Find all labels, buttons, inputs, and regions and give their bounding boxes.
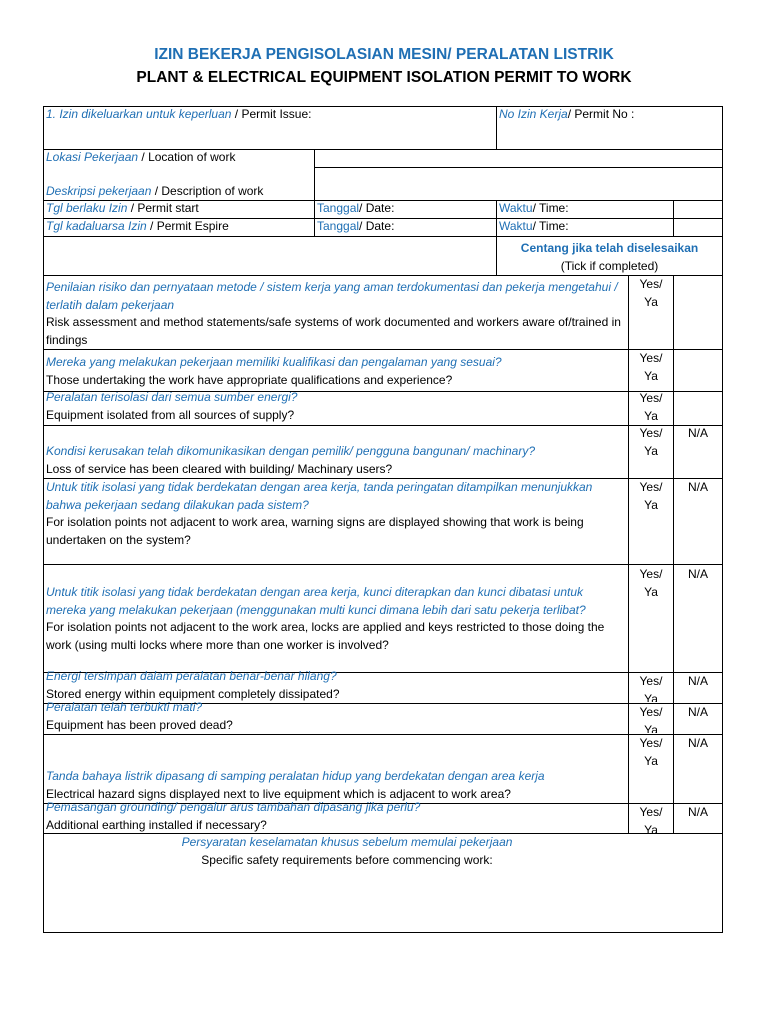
specific-requirements-indonesian: Persyaratan keselamatan khusus sebelum memulai pekerjaan: [181, 835, 513, 849]
yes-checkbox[interactable]: Yes/ Ya: [639, 705, 663, 733]
yes-checkbox[interactable]: Yes/ Ya: [639, 391, 663, 423]
na-checkbox[interactable]: N/A: [687, 480, 708, 494]
checklist-item-hazard-signs: Tanda bahaya listrik dipasang di samping peralatan hidup yang berdekatan dengan area kerja Electrical hazard signs displayed next to live equipment which is adjacent to work area?: [46, 769, 545, 801]
start-date-label: Tanggal/ Date:: [317, 201, 395, 215]
checklist-item-warning-signs: Untuk titik isolasi yang tidak berdekatan dengan area kerja, tanda peringatan ditampilkan menunjukkan bahwa pekerjaan sedang dilakukan pada sistem? For isolation points not adjacent to work area, warning signs are displayed showing that work is being undertaken on the system?: [46, 480, 593, 547]
checklist-item-qualifications: Mereka yang melakukan pekerjaan memiliki kualifikasi dan pengalaman yang sesuai? Those undertaking the work have appropriate qualifications and experience?: [46, 355, 502, 387]
location-label: Lokasi Pekerjaan / Location of work: [46, 150, 236, 164]
permit-start-label: Tgl berlaku Izin / Permit start: [46, 201, 199, 215]
yes-checkbox[interactable]: Yes/ Ya: [639, 567, 663, 599]
description-label: Deskripsi pekerjaan / Description of work: [46, 184, 264, 198]
yes-checkbox[interactable]: Yes/ Ya: [639, 277, 663, 309]
grid-line: [314, 149, 315, 236]
checklist-item-earthing: Pemasangan grounding/ pengalur arus tambahan dipasang jika perlu? Additional earthing installed if necessary?: [46, 800, 421, 832]
grid-line: [43, 106, 44, 275]
checklist-item-risk-assessment: Penilaian risiko dan pernyataan metode / sistem kerja yang aman terdokumentasi dan pekerja mengetahui / terlatih dalam pekerjaan Risk assessment and method statements/safe systems of work documented and workers aware of/trained in findings: [46, 280, 621, 347]
yes-checkbox[interactable]: Yes/ Ya: [639, 351, 663, 383]
checklist-item-proved-dead: Peralatan telah terbukti mati? Equipment has been proved dead?: [46, 700, 233, 732]
permit-no-label: No Izin Kerja/ Permit No :: [499, 107, 635, 121]
grid-line: [43, 275, 44, 833]
start-time-label: Waktu/ Time:: [499, 201, 569, 215]
na-checkbox[interactable]: N/A: [687, 426, 708, 440]
na-checkbox[interactable]: N/A: [687, 805, 708, 819]
grid-line: [722, 833, 723, 933]
grid-line: [314, 167, 723, 168]
checklist-item-stored-energy: Energi tersimpan dalam peralatan benar-benar hilang? Stored energy within equipment completely dissipated?: [46, 669, 340, 701]
checklist-item-locks-applied: Untuk titik isolasi yang tidak berdekatan dengan area kerja, kunci diterapkan dan kunci dibatasi untuk mereka yang melakukan pekerjaan (menggunakan multi kunci dimana lebih dari satu pekerja terlibat? For isolation points not adjacent to the work area, locks are applied and keys restricted to those doing the work (using multi locks where more than one worker is involved?: [46, 585, 605, 652]
yes-checkbox[interactable]: Yes/ Ya: [639, 480, 663, 512]
na-checkbox[interactable]: N/A: [687, 674, 708, 688]
grid-line: [43, 564, 723, 565]
permit-expire-label: Tgl kadaluarsa Izin / Permit Espire: [46, 219, 229, 233]
yes-checkbox[interactable]: Yes/ Ya: [639, 805, 663, 833]
grid-line: [722, 275, 723, 833]
tick-label-indonesian: Centang jika telah diselesaikan: [520, 241, 699, 255]
specific-requirements-english: Specific safety requirements before commencing work:: [201, 853, 493, 867]
expire-time-label: Waktu/ Time:: [499, 219, 569, 233]
grid-line: [628, 275, 629, 833]
tick-label-english: (Tick if completed): [560, 259, 659, 273]
specific-requirements-field[interactable]: [46, 872, 720, 930]
permit-issue-label: 1. Izin dikeluarkan untuk keperluan / Permit Issue:: [46, 107, 312, 121]
grid-line: [673, 200, 674, 236]
checklist-item-loss-of-service: Kondisi kerusakan telah dikomunikasikan dengan pemilik/ pengguna bangunan/ machinary? Loss of service has been cleared with building/ Machinary users?: [46, 444, 535, 476]
expire-date-label: Tanggal/ Date:: [317, 219, 395, 233]
grid-line: [43, 236, 723, 237]
grid-line: [496, 106, 497, 149]
checklist-item-isolated: Peralatan terisolasi dari semua sumber energi? Equipment isolated from all sources of supply?: [46, 390, 298, 422]
grid-line: [43, 425, 723, 426]
na-checkbox[interactable]: N/A: [687, 567, 708, 581]
form-title-indonesian: IZIN BEKERJA PENGISOLASIAN MESIN/ PERALATAN LISTRIK: [154, 46, 614, 63]
grid-line: [43, 734, 723, 735]
na-checkbox[interactable]: N/A: [687, 705, 708, 719]
yes-checkbox[interactable]: Yes/ Ya: [639, 736, 663, 768]
table-border-bottom: [43, 932, 723, 933]
na-checkbox[interactable]: N/A: [687, 736, 708, 750]
yes-checkbox[interactable]: Yes/ Ya: [639, 426, 663, 458]
grid-line: [722, 106, 723, 275]
form-title-english: PLANT & ELECTRICAL EQUIPMENT ISOLATION PERMIT TO WORK: [136, 69, 632, 86]
grid-line: [673, 275, 674, 833]
grid-line: [43, 349, 723, 350]
yes-checkbox[interactable]: Yes/ Ya: [639, 674, 663, 702]
